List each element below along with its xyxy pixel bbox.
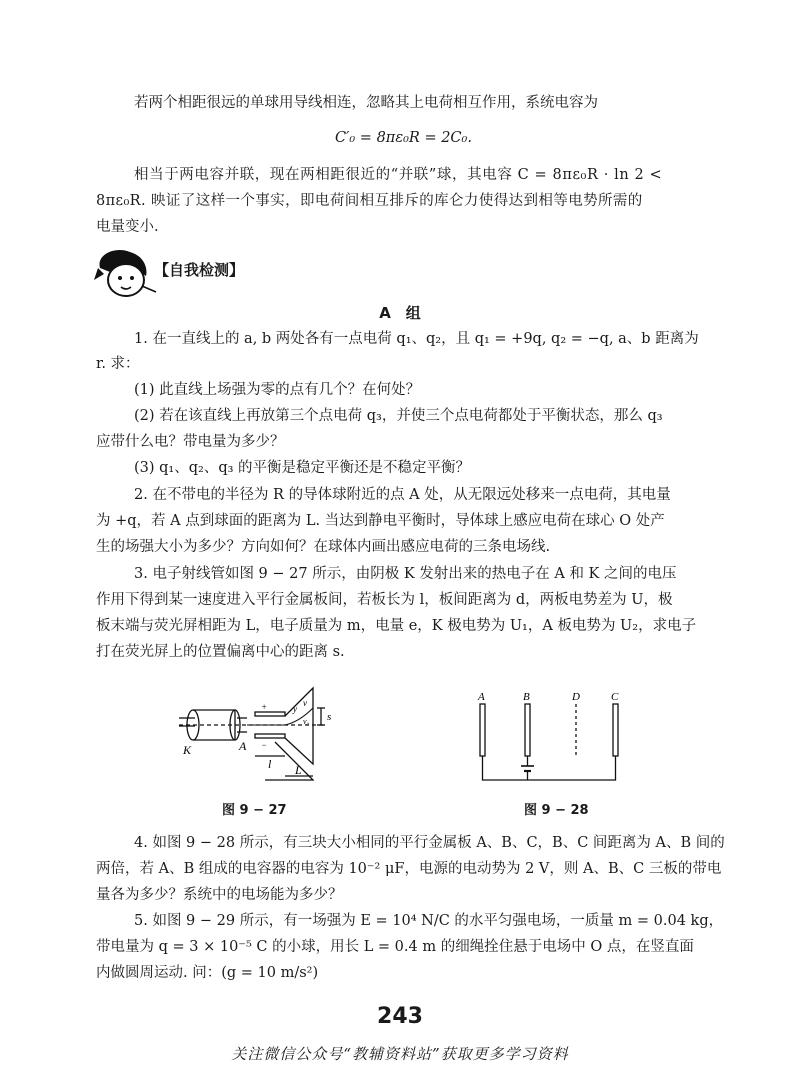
q5-line-2: 带电量为 q = 3 × 10⁻⁵ C 的小球，用长 L = 0.4 m 的细绳拴住悬于电场中 O 点，在竖直面 (96, 939, 694, 955)
q4-line-3: 量各为多少？系统中的电场能为多少？ (96, 887, 343, 903)
q2-line-1: 2. 在不带电的半径为 R 的导体球附近的点 A 处，从无限远处移来一点电荷，其电量 (134, 487, 671, 503)
q1-line-2: r. 求： (96, 356, 140, 372)
q3-line-1: 3. 电子射线管如图 9 − 27 所示，由阴极 K 发射出来的热电子在 A 和 K 之间的电压 (134, 566, 677, 582)
fig27-label-L: L (295, 763, 302, 777)
q1-sub-2a: (2) 若在该直线上再放第三个点电荷 q₃，并使三个点电荷都处于平衡状态，那么 q₃ (134, 408, 663, 424)
q2-line-2: 为 +q，若 A 点到球面的距离为 L. 当达到静电平衡时，导体球上感应电荷在球心 O 处产 (96, 513, 665, 529)
q3-line-3: 板末端与荧光屏相距为 L，电子质量为 m，电量 e，K 极电势为 U₁，A 板电势为 U₂，求电子 (96, 618, 697, 634)
fig28-label-b: B (523, 691, 530, 703)
figure-9-27-caption: 图 9 − 27 (222, 803, 287, 818)
q3-line-2: 作用下得到某一速度进入平行金属板间，若板长为 l，板间距离为 d，两板电势差为 U，极 (96, 592, 673, 608)
figure-9-27-diagram (175, 680, 355, 788)
fig27-label-a: A (239, 739, 247, 753)
q2-line-3: 生的场强大小为多少？方向如何？在球体内画出感应电荷的三条电场线. (96, 539, 551, 555)
q4-line-1: 4. 如图 9 − 28 所示，有三块大小相同的平行金属板 A、B、C，B、C 间距离为 A、B 间的 (134, 835, 725, 851)
fig27-label-v0: v₀ (303, 717, 310, 726)
q5-line-3: 内做圆周运动. 问：(g = 10 m/s²) (96, 965, 319, 981)
intro-line-2: 相当于两电容并联，现在两相距很近的“并联”球，其电容 C = 8πε₀R · ln 2 < (134, 167, 663, 183)
q1-sub-2b: 应带什么电？带电量为多少？ (96, 434, 285, 450)
intro-line-3: 8πε₀R. 映证了这样一个事实，即电荷间相互排斥的库仑力使得达到相等电势所需的 (96, 193, 643, 209)
fig27-label-s: s (327, 711, 332, 723)
mascot-head-icon (94, 246, 160, 302)
fig27-label-v: v (303, 698, 307, 708)
intro-line-4: 电量变小. (96, 219, 159, 235)
fig28-label-d: D (572, 691, 580, 703)
figure-9-28-diagram (470, 690, 630, 790)
fig27-label-k: K (183, 743, 192, 757)
q1-sub-1: (1) 此直线上场强为零的点有几个？在何处？ (134, 382, 421, 398)
intro-line-1: 若两个相距很远的单球用导线相连，忽略其上电荷相互作用，系统电容为 (134, 95, 598, 111)
q1-sub-3: (3) q₁、q₂、q₃ 的平衡是稳定平衡还是不稳定平衡？ (134, 460, 471, 476)
fig27-label-l: l (268, 757, 272, 771)
footer-note: 关注微信公众号“教辅资料站”获取更多学习资料 (231, 1045, 569, 1063)
fig27-label-plus: + (261, 702, 268, 712)
q3-line-4: 打在荧光屏上的位置偏离中心的距离 s. (96, 644, 345, 660)
section-title: 【自我检测】 (154, 261, 245, 279)
figure-9-28-caption: 图 9 − 28 (524, 803, 589, 818)
q5-line-1: 5. 如图 9 − 29 所示，有一场强为 E = 10⁴ N/C 的水平匀强电场，一质量 m = 0.04 kg， (134, 913, 724, 929)
q1-line-1: 1. 在一直线上的 a, b 两处各有一点电荷 q₁、q₂，且 q₁ = +9q, q₂ = −q, a、b 距离为 (134, 331, 699, 347)
fig27-label-minus: − (261, 740, 268, 750)
formula-c0: C′₀ = 8πε₀R = 2C₀. (335, 130, 472, 146)
q4-line-2: 两倍，若 A、B 组成的电容器的电容为 10⁻² μF，电源的电动势为 2 V，则 A、B、C 三板的带电 (96, 861, 722, 877)
group-title: A 组 (379, 304, 421, 322)
fig27-label-y: y (293, 704, 297, 714)
fig28-label-c: C (611, 691, 619, 703)
fig28-label-a: A (478, 691, 485, 703)
page-number: 243 (377, 1004, 423, 1029)
